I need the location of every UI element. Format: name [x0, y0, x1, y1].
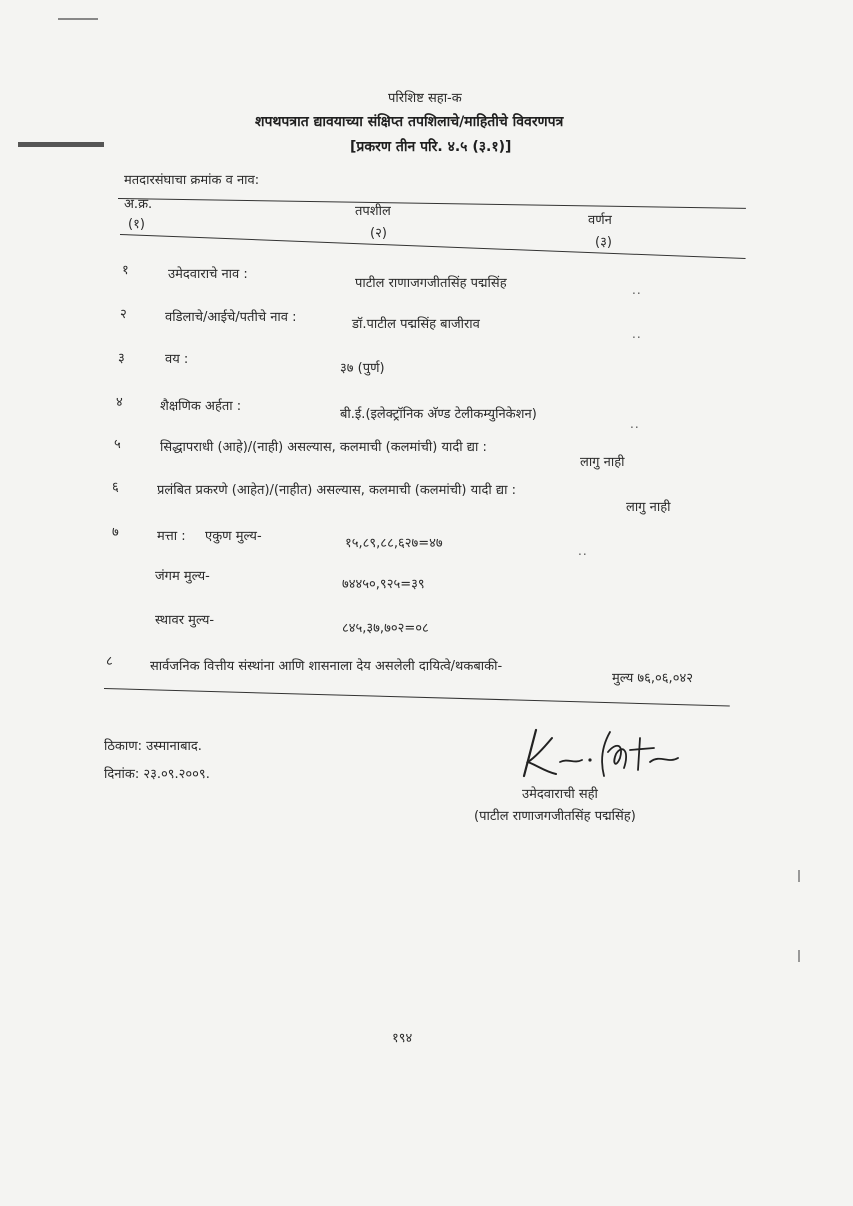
document-title: शपथपत्रात द्यावयाच्या संक्षिप्त तपशिलाचे/माहितीचे विवरणपत्र: [255, 114, 564, 130]
row-6-text: प्रलंबित प्रकरणे (आहेत)/(नाहीत) असल्यास, कलमाची (कलमांची) यादी द्या :: [157, 483, 516, 498]
movable-assets-value: ७४४५०,९२५=३९: [342, 577, 425, 592]
row-4-dots: ..: [630, 417, 640, 431]
column-description-label: वर्णन: [588, 213, 612, 228]
row-7-label: मत्ता :: [157, 529, 186, 544]
column-details-label: तपशील: [355, 204, 391, 219]
row-6-number: ६: [112, 480, 119, 495]
row-1-label: उमेदवाराचे नाव :: [168, 267, 248, 282]
row-1-value: पाटील राणाजगजीतसिंह पद्मसिंह: [355, 276, 507, 291]
row-8-value: मुल्य ७६,०६,०४२: [612, 671, 693, 686]
handwritten-signature: [512, 724, 692, 784]
row-2-dots: ..: [632, 327, 642, 341]
row-7-dots: ..: [578, 544, 588, 558]
row-1-dots: ..: [632, 283, 642, 297]
column-description-number: (३): [595, 235, 612, 250]
row-2-label: वडिलाचे/आईचे/पतीचे नाव :: [165, 310, 297, 325]
column-serial-number: (१): [128, 217, 145, 232]
row-4-label: शैक्षणिक अर्हता :: [160, 399, 242, 414]
signature-caption: उमेदवाराची सही: [522, 787, 598, 802]
column-serial-label: अ.क्र.: [124, 197, 153, 212]
immovable-assets-label: स्थावर मुल्य-: [155, 613, 215, 628]
row-7-total-value: १५,८९,८८,६२७=४७: [345, 536, 443, 551]
row-2-number: २: [120, 307, 127, 322]
constituency-label: मतदारसंघाचा क्रमांक व नाव:: [124, 173, 260, 188]
row-5-number: ५: [114, 437, 121, 452]
row-6-value: लागु नाही: [626, 500, 671, 515]
signatory-name: (पाटील राणाजगजीतसिंह पद्मसिंह): [474, 809, 636, 824]
row-5-text: सिद्धापराधी (आहे)/(नाही) असल्यास, कलमाची (कलमांची) यादी द्या :: [160, 440, 487, 455]
scan-mark-right-1: [798, 870, 800, 882]
scan-mark-top: [58, 18, 98, 20]
row-4-number: ४: [116, 395, 123, 410]
column-details-number: (२): [370, 226, 387, 241]
row-8-number: ८: [106, 654, 113, 669]
appendix-heading: परिशिष्ट सहा-क: [388, 91, 462, 106]
row-8-text: सार्वजनिक वित्तीय संस्थांना आणि शासनाला देय असलेली दायित्वे/थकबाकी-: [150, 659, 503, 674]
row-1-number: १: [122, 263, 129, 278]
place-line: ठिकाण: उस्मानाबाद.: [104, 739, 202, 754]
table-bottom-rule: [104, 688, 730, 706]
scan-mark-left: [18, 142, 104, 147]
chapter-reference: [प्रकरण तीन परि. ४.५ (३.१)]: [350, 139, 512, 155]
date-line: दिनांक: २३.०९.२००९.: [104, 767, 210, 782]
row-7-number: ७: [112, 525, 119, 540]
row-2-value: डॉ.पाटील पद्मसिंह बाजीराव: [352, 317, 480, 332]
table-header-rule: [120, 234, 746, 259]
page-number: १९४: [392, 1031, 413, 1046]
row-4-value: बी.ई.(इलेक्ट्रॉनिक अ‍ॅण्ड टेलीकम्युनिकेशन): [340, 407, 537, 422]
row-5-value: लागु नाही: [580, 455, 625, 470]
row-3-number: ३: [118, 351, 125, 366]
row-3-label: वय :: [165, 352, 189, 367]
scan-mark-right-2: [798, 950, 800, 962]
row-3-value: ३७ (पुर्ण): [340, 361, 385, 376]
movable-assets-label: जंगम मुल्य-: [155, 569, 210, 584]
immovable-assets-value: ८४५,३७,७०२=०८: [342, 621, 429, 636]
row-7-total-label: एकुण मुल्य-: [205, 529, 262, 544]
